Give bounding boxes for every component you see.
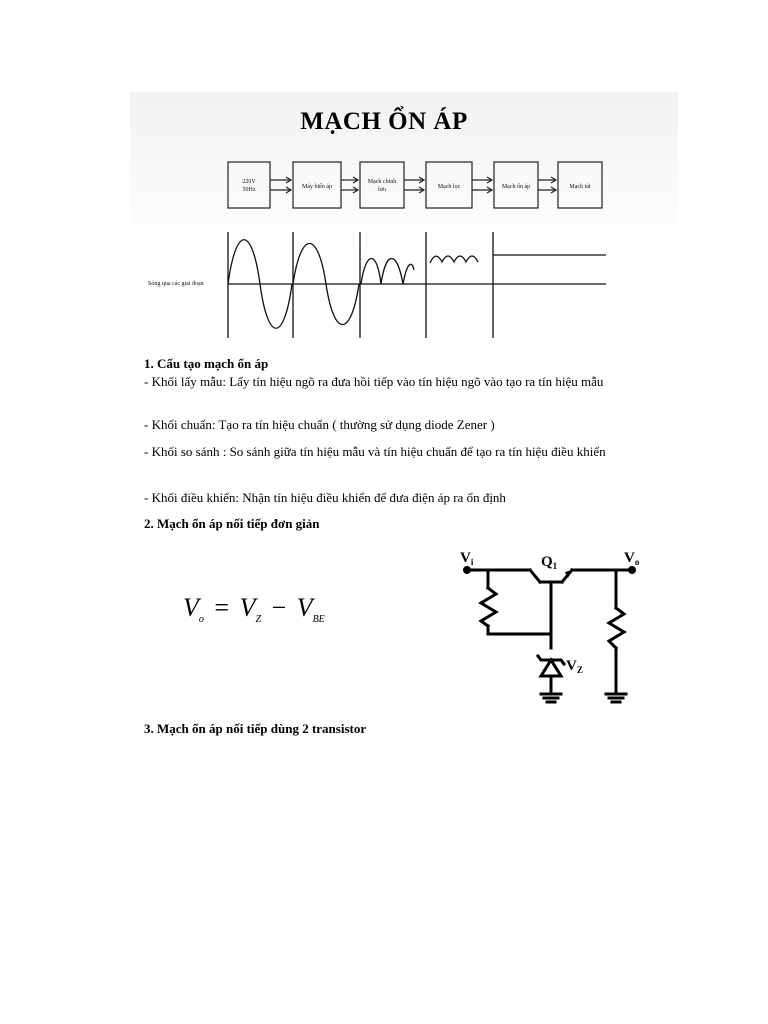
section-1-heading: 1. Cấu tạo mạch ổn áp — [144, 356, 269, 371]
section-1-item-control: - Khối điều khiển: Nhận tín hiệu điều khiển để đưa điện áp ra ổn định — [144, 490, 506, 505]
block-rectifier-label-line2: lưu — [378, 187, 386, 193]
q1-collector — [530, 570, 540, 582]
block-regulator-label: Mạch ổn áp — [501, 184, 531, 190]
vi-label: $V_i$ — [460, 550, 474, 567]
r1-resistor — [481, 588, 496, 626]
vz-label: $V_Z$ — [566, 658, 583, 675]
section-1-item-reference: - Khối chuẩn: Tạo ra tín hiệu chuẩn ( thường sử dụng diode Zener ) — [144, 417, 495, 432]
zener-triangle — [541, 660, 561, 676]
section-1-item-comparator: - Khối so sánh : So sánh giữa tín hiệu mẫu và tín hiệu chuẩn để tạo ra tín hiệu điều khiển — [144, 444, 606, 459]
block-rectifier-label-line1: Mạch chỉnh — [367, 179, 397, 185]
vi-terminal — [463, 566, 471, 574]
block-transformer-label: Máy biến áp — [302, 184, 332, 190]
section-3-heading: 3. Mạch ổn áp nối tiếp dùng 2 transistor — [144, 721, 367, 736]
block-220v-label-line1: 220V — [242, 179, 256, 185]
vo-label: $V_o$ — [624, 550, 640, 567]
section-2-heading: 2. Mạch ổn áp nối tiếp đơn giản — [144, 516, 320, 531]
regulator-formula: $V_o = V_Z - V_{BE}$ — [183, 593, 325, 625]
section-1-item-sampling: - Khối lấy mẫu: Lấy tín hiệu ngõ ra đưa hồi tiếp vào tín hiệu ngõ vào tạo ra tín hiệu mẫu — [144, 374, 604, 389]
page-title: MẠCH ỔN ÁP — [300, 108, 468, 135]
block-filter-label: Mạch lọc — [437, 184, 461, 190]
waveform-label: Sóng qua các giai đoạn — [148, 281, 204, 287]
q1-label: $Q_1$ — [541, 554, 558, 571]
rl-resistor — [609, 608, 624, 648]
block-load-label: Mạch tải — [569, 184, 591, 190]
vo-terminal — [628, 566, 636, 574]
block-220v-label-line2: 50Hz — [242, 187, 256, 193]
